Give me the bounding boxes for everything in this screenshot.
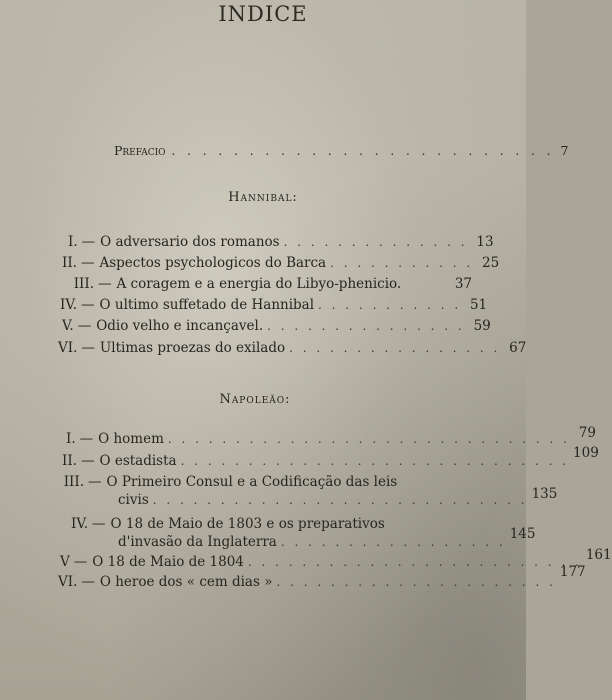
- toc-entry: [58, 340, 527, 356]
- entry-dash: —: [79, 431, 94, 447]
- leader-dots: . . . . . . . . . . . . . . . . . . . . . . . . .: [171, 144, 555, 158]
- entry-dash: —: [88, 474, 102, 490]
- entry-page: 79: [578, 425, 596, 441]
- toc-entry: [58, 474, 397, 490]
- toc-entry: [62, 445, 599, 469]
- entry-title: Aspectos psychologicos do Barca: [99, 255, 327, 271]
- leader-dots: . . . . . . . . . . . . . .: [283, 235, 468, 249]
- prefacio-page: 7: [560, 143, 569, 158]
- entry-dash: —: [81, 340, 95, 356]
- entry-number: IV.: [70, 516, 88, 532]
- entry-page: 51: [469, 297, 488, 313]
- entry-number: VI.: [58, 574, 78, 590]
- entry-dash: —: [80, 453, 95, 469]
- toc-entry-prefacio: [114, 143, 569, 158]
- entry-title: O estadista: [99, 453, 177, 469]
- entry-dash: —: [80, 255, 95, 271]
- entry-page: 37: [454, 276, 472, 292]
- entry-page: 177: [559, 564, 586, 580]
- toc-entry: [58, 276, 472, 292]
- toc-entry: [62, 255, 500, 271]
- toc-entry: [58, 564, 586, 590]
- leader-dots: . . . . . . . . . . . . . . . . . . . . . . . . . . . . .: [180, 454, 570, 468]
- entry-page: 59: [473, 318, 491, 334]
- toc-entry: [58, 516, 385, 532]
- entry-number: VI.: [58, 340, 78, 356]
- leader-dots: . . . . . . . . . . . . . . . . .: [280, 535, 506, 549]
- entry-dash: —: [98, 276, 112, 292]
- entry-dash: —: [81, 234, 96, 250]
- leader-dots: . . . . . . . . . . . . . . . . . . . . .: [276, 575, 556, 589]
- page-title: INDICE: [218, 2, 308, 26]
- leader-dots: . . . . . . . . . . . . . . .: [267, 319, 465, 333]
- entry-title-line2: d'invasão da Inglaterra: [118, 534, 277, 550]
- prefacio-label: Prefacio: [114, 143, 166, 158]
- leader-dots: . . . . . . . . . . . . . . . . . . . . . . . . .: [247, 555, 582, 569]
- entry-dash: —: [77, 318, 92, 334]
- entry-title: O homem: [98, 431, 164, 447]
- entry-title-line2: civis: [118, 492, 149, 508]
- entry-dash: —: [81, 574, 95, 590]
- entry-title: O heroe dos « cem dias »: [99, 574, 273, 590]
- entry-number: II.: [62, 255, 77, 271]
- leader-dots: . . . . . . . . . . .: [330, 256, 474, 270]
- entry-page: 135: [531, 486, 558, 502]
- toc-entry: [62, 318, 491, 334]
- entry-number: III.: [63, 474, 84, 490]
- entry-page: 25: [482, 255, 500, 271]
- toc-entry: [66, 425, 596, 447]
- entry-title: O 18 de Maio de 1804: [92, 554, 244, 570]
- entry-dash: —: [81, 297, 95, 313]
- toc-entry: [68, 234, 494, 250]
- entry-number: II.: [62, 453, 77, 469]
- entry-number: V.: [62, 318, 74, 334]
- entry-number: IV.: [60, 297, 78, 313]
- entry-page: 161: [585, 547, 612, 563]
- entry-number: I.: [68, 234, 78, 250]
- toc-entry: [60, 297, 488, 313]
- entry-title: Ultimas proezas do exilado: [99, 340, 286, 356]
- toc-entry-continuation: [118, 486, 558, 508]
- leader-dots: . . . . . . . . . . .: [318, 298, 462, 312]
- entry-title: O 18 de Maio de 1803 e os preparativos: [110, 516, 385, 532]
- entry-page: 109: [573, 445, 599, 461]
- leader-dots: . . . . . . . . . . . . . . . . . . . . . . . . . . . . . .: [167, 432, 570, 446]
- entry-page: 13: [476, 234, 494, 250]
- entry-title: O adversario dos romanos: [100, 234, 280, 250]
- entry-number: I.: [66, 431, 76, 447]
- leader-dots: . . . . . . . . . . . . . . . . . . . . . . . . . . . .: [152, 493, 528, 507]
- entry-title: O ultimo suffetado de Hannibal: [99, 297, 315, 313]
- entry-page: 67: [509, 340, 527, 356]
- section-heading-hannibal: Hannibal:: [228, 190, 298, 205]
- entry-dash: —: [73, 554, 88, 570]
- entry-title: O Primeiro Consul e a Codificação das leis: [106, 474, 398, 490]
- entry-title: Odio velho e incançavel.: [96, 318, 264, 334]
- section-heading-napoleao: Napoleão:: [219, 392, 291, 407]
- toc-entry-continuation: [118, 526, 536, 550]
- entry-number: V: [60, 554, 70, 570]
- entry-title: A coragem e a energia do Libyo-phenicio.: [116, 276, 402, 292]
- entry-page: 145: [509, 526, 536, 542]
- entry-dash: —: [92, 516, 106, 532]
- toc-entry: [60, 547, 612, 570]
- leader-dots: . . . . . . . . . . . . . . . .: [289, 341, 501, 355]
- entry-number: III.: [73, 276, 94, 292]
